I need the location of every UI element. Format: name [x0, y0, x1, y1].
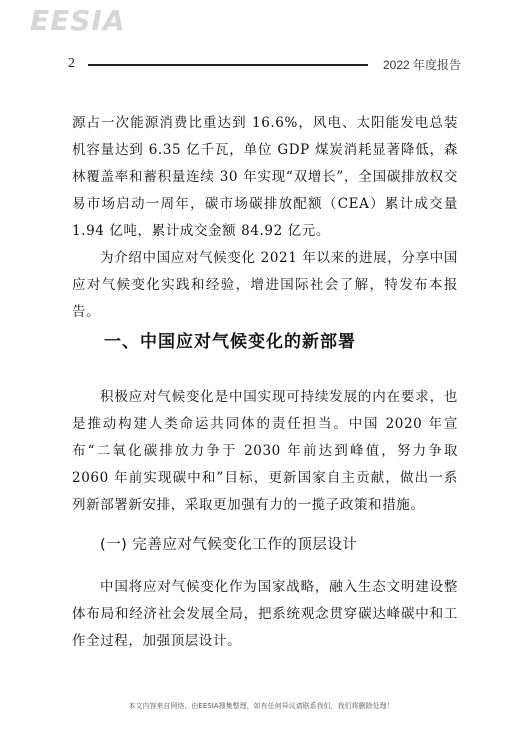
footer-disclaimer: 本文内容来自网络，由EESIA搜集整理，如有任何异议请联系我们，我们将删除处理！: [128, 702, 394, 710]
report-title: 2022 年度报告: [383, 58, 462, 72]
body-paragraph-2: 为介绍中国应对气候变化 2021 年以来的进展，分享中国应对气候变化实践和经验，增进国际社会了解，特发布本报告。: [72, 250, 458, 320]
page-number: 2: [68, 56, 75, 71]
section-heading: 一、中国应对气候变化的新部署: [104, 332, 356, 352]
eesia-logo: EESIA: [30, 4, 126, 37]
header-rule: [88, 64, 368, 66]
body-paragraph-1: 源占一次能源消费比重达到 16.6%，风电、太阳能发电总装机容量达到 6.35 亿千瓦，单位 GDP 煤炭消耗显著降低，森林覆盖率和蓄积量连续 30 年实现“双增长”，全国碳排放权交易市场启动一周年，碳市场碳排放配额（CEA）累计成交量 1.94 亿吨，累计成交金额 84.92 亿元。: [72, 115, 458, 239]
body-paragraph-3: 积极应对气候变化是中国实现可持续发展的内在要求，也是推动构建人类命运共同体的责任担当。中国 2020 年宣布“二氧化碳排放力争于 2030 年前达到峰值，努力争取 2060 年前实现碳中和”目标，更新国家自主贡献，做出一系列新部署新安排，采取更加强有力的一揽子政策和措施。: [72, 389, 458, 513]
body-paragraph-4: 中国将应对气候变化作为国家战略，融入生态文明建设整体布局和经济社会发展全局，把系统观念贯穿碳达峰碳中和工作全过程，加强顶层设计。: [72, 579, 458, 649]
subsection-heading: (一) 完善应对气候变化工作的顶层设计: [100, 537, 358, 553]
